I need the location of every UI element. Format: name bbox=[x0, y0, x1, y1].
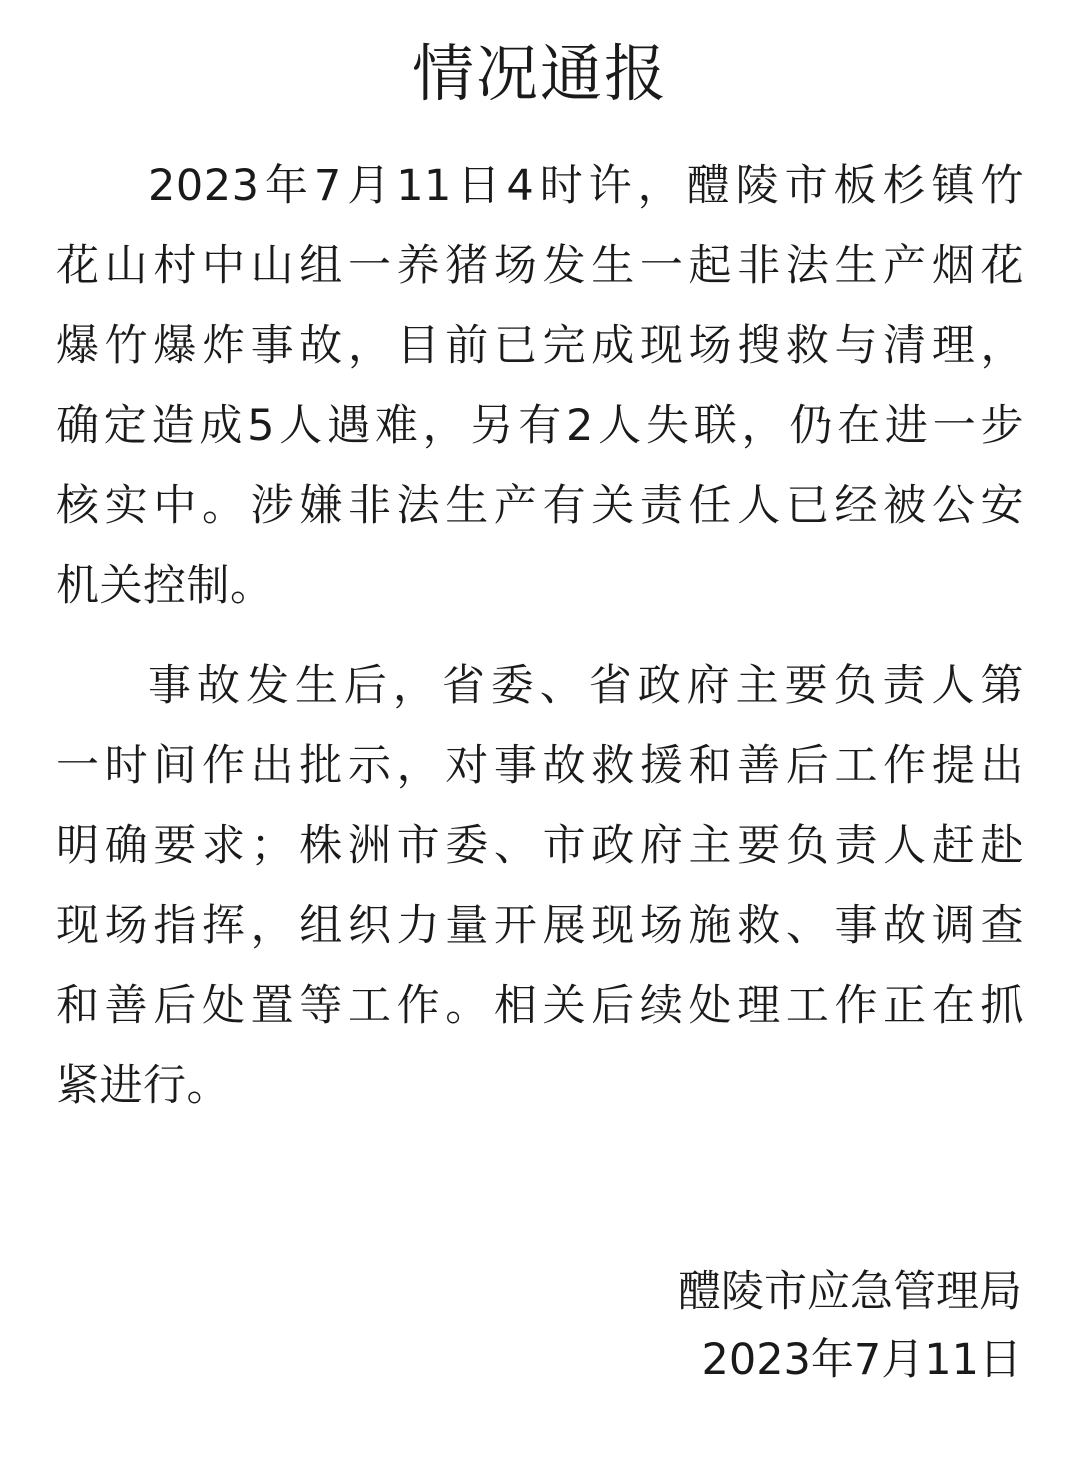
paragraph-line: 2023年7月11日4时许，醴陵市板杉镇竹 bbox=[148, 161, 1024, 211]
paragraph-line: 和善后处置等工作。相关后续处理工作正在抓 bbox=[56, 981, 1024, 1031]
paragraph-line: 现场指挥，组织力量开展现场施救、事故调查 bbox=[56, 901, 1024, 951]
paragraph-line: 确定造成5人遇难，另有2人失联，仍在进一步 bbox=[56, 401, 1024, 451]
paragraph-line: 事故发生后，省委、省政府主要负责人第 bbox=[148, 661, 1024, 711]
paragraph-line: 一时间作出批示，对事故救援和善后工作提出 bbox=[56, 741, 1024, 791]
paragraph-1 bbox=[56, 146, 1024, 626]
paragraph-line: 紧进行。 bbox=[56, 1061, 230, 1111]
issue-date: 2023年7月11日 bbox=[701, 1335, 1022, 1385]
notice-title: 情况通报 bbox=[411, 37, 668, 110]
paragraph-2 bbox=[56, 646, 1024, 1126]
paragraph-line: 核实中。涉嫌非法生产有关责任人已经被公安 bbox=[56, 481, 1024, 531]
paragraph-line: 爆竹爆炸事故，目前已完成现场搜救与清理， bbox=[56, 321, 1024, 371]
issuing-authority: 醴陵市应急管理局 bbox=[678, 1267, 1022, 1317]
paragraph-line: 明确要求；株洲市委、市政府主要负责人赶赴 bbox=[56, 821, 1024, 871]
paragraph-line: 机关控制。 bbox=[56, 561, 274, 611]
paragraph-line: 花山村中山组一养猪场发生一起非法生产烟花 bbox=[56, 241, 1024, 291]
